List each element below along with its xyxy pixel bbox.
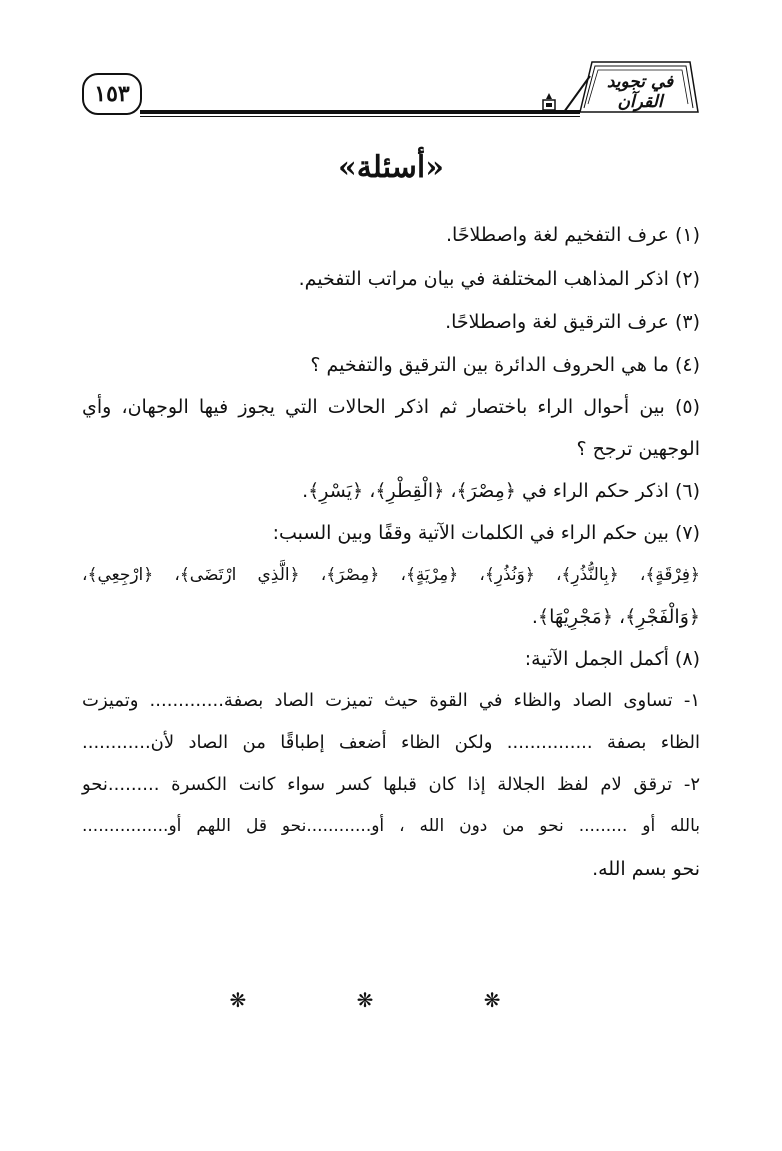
question-line: (٧) بين حكم الراء في الكلمات الآتية وقفًا وبين السبب: xyxy=(272,522,700,544)
question-line: نحو بسم الله. xyxy=(592,858,700,880)
question-line: ﴿وَالْفَجْرِ﴾، ﴿مَجْرِيْهَا﴾. xyxy=(531,606,700,628)
page-number: ١٥٣ xyxy=(82,73,142,115)
question-line: (٦) اذكر حكم الراء في ﴿مِصْرَ﴾، ﴿الْقِطْرِ﴾، ﴿يَسْرِ﴾. xyxy=(302,480,700,502)
question-line: (٨) أكمل الجمل الآتية: xyxy=(524,648,700,670)
question-line: ﴿فِرْقَةٍ﴾، ﴿بِالنُّذُرِ﴾، ﴿وَنُذُرِ﴾، ﴿مِرْيَةٍ﴾، ﴿مِصْرَ﴾، ﴿الَّذِي ارْتَضَى﴾، ﴿ارْجِعِي﴾، xyxy=(82,565,700,585)
question-line: ٢- ترقق لام لفظ الجلالة إذا كان قبلها كسر سواء كانت الكسرة .........نحو xyxy=(82,774,700,795)
header-rule-thin xyxy=(140,116,580,117)
question-line: ١- تساوى الصاد والظاء في القوة حيث تميزت الصاد بصفة............. وتميزت xyxy=(82,690,700,711)
question-line: (٥) بين أحوال الراء باختصار ثم اذكر الحالات التي يجوز فيها الوجهان، وأي xyxy=(82,396,700,418)
question-line: (٣) عرف الترقيق لغة واصطلاحًا. xyxy=(445,311,700,333)
question-line: الوجهين ترجح ؟ xyxy=(576,438,700,460)
question-line: (١) عرف التفخيم لغة واصطلاحًا. xyxy=(445,224,700,246)
question-line: (٤) ما هي الحروف الدائرة بين الترقيق والتفخيم ؟ xyxy=(310,354,700,376)
question-line: (٢) اذكر المذاهب المختلفة في بيان مراتب التفخيم. xyxy=(298,268,700,290)
question-line: الظاء بصفة ............... ولكن الظاء أضعف إطباقًا من الصاد لأن............ xyxy=(82,732,700,753)
lamp-icon xyxy=(540,92,558,112)
question-line: بالله أو ......... نحو من دون الله ، أو............نحو قل اللهم أو................ xyxy=(82,816,700,836)
section-title: «أسئلة» xyxy=(337,150,445,185)
book-title: في تجويد القرآن xyxy=(606,72,674,112)
header-rule xyxy=(140,110,580,114)
section-divider-ornament: ❋ ❋ ❋ xyxy=(229,988,553,1012)
